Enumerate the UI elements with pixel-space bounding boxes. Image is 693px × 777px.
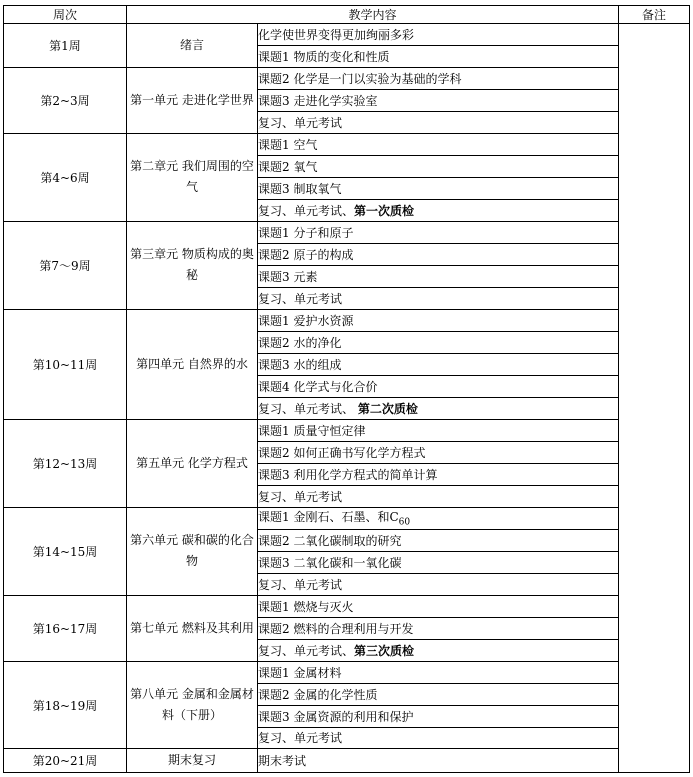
lesson-text: 期末考试 — [258, 754, 307, 769]
lesson-cell — [258, 727, 619, 749]
lesson-text: 课题3 元素 — [258, 269, 318, 284]
lesson-text: 课题1 物质的变化和性质 — [258, 49, 390, 64]
lesson-text: 课题1 分子和原子 — [258, 225, 354, 240]
lesson-cell — [258, 199, 619, 221]
lesson-subscript: 60 — [398, 517, 411, 528]
lesson-text: 课题1 金刚石、石墨、和C — [258, 510, 399, 525]
lesson-text: 复习、单元考试 — [258, 577, 343, 592]
unit-cell: 第三章元 物质构成的奥秘 — [127, 221, 258, 309]
lesson-cell — [258, 155, 619, 177]
lesson-cell — [258, 551, 619, 573]
header-content: 教学内容 — [127, 6, 619, 24]
lesson-cell — [258, 639, 619, 661]
unit-cell: 绪言 — [127, 24, 258, 68]
lesson-cell — [258, 683, 619, 705]
lesson-cell — [258, 705, 619, 727]
lesson-cell — [258, 309, 619, 331]
lesson-text: 课题4 化学式与化合价 — [258, 379, 378, 394]
unit-cell: 第八单元 金属和金属材料（下册） — [127, 661, 258, 749]
week-cell: 第7～9周 — [4, 221, 127, 309]
table-row — [4, 24, 690, 46]
table-row — [4, 419, 690, 441]
table-row — [4, 507, 690, 529]
lesson-cell — [258, 441, 619, 463]
lesson-text: 课题1 空气 — [258, 137, 318, 152]
lesson-text: 课题3 制取氧气 — [258, 181, 342, 196]
lesson-cell — [258, 749, 619, 773]
week-cell: 第1周 — [4, 24, 127, 68]
lesson-cell — [258, 133, 619, 155]
lesson-text: 课题1 质量守恒定律 — [258, 423, 366, 438]
lesson-text: 课题2 原子的构成 — [258, 247, 354, 262]
week-cell: 第12~13周 — [4, 419, 127, 507]
week-cell: 第20~21周 — [4, 749, 127, 773]
lesson-text: 课题2 氧气 — [258, 159, 318, 174]
week-cell: 第14~15周 — [4, 507, 127, 595]
lesson-cell — [258, 573, 619, 595]
unit-cell: 第六单元 碳和碳的化合物 — [127, 507, 258, 595]
teaching-schedule-table — [3, 5, 690, 773]
lesson-text: 复习、单元考试 — [258, 731, 343, 746]
header-note: 备注 — [619, 6, 690, 24]
lesson-cell — [258, 485, 619, 507]
table-row — [4, 309, 690, 331]
lesson-cell — [258, 243, 619, 265]
lesson-cell — [258, 221, 619, 243]
lesson-text: 课题2 水的净化 — [258, 335, 342, 350]
exam-highlight: 第二次质检 — [357, 401, 418, 416]
exam-highlight: 第三次质检 — [354, 643, 415, 658]
table-row — [4, 133, 690, 155]
lesson-text: 课题3 二氧化碳和一氧化碳 — [258, 555, 402, 570]
lesson-text: 课题3 水的组成 — [258, 357, 342, 372]
table-row — [4, 67, 690, 89]
lesson-text: 化学使世界变得更加绚丽多彩 — [258, 27, 415, 42]
note-cell — [619, 24, 690, 773]
unit-cell: 第四单元 自然界的水 — [127, 309, 258, 419]
lesson-cell — [258, 463, 619, 485]
lesson-cell — [258, 67, 619, 89]
table-row — [4, 595, 690, 617]
schedule-body — [4, 24, 690, 773]
lesson-cell — [258, 397, 619, 419]
lesson-cell — [258, 595, 619, 617]
lesson-text: 复习、单元考试 — [258, 489, 343, 504]
lesson-text: 复习、单元考试 — [258, 115, 343, 130]
lesson-cell — [258, 507, 619, 529]
lesson-cell — [258, 111, 619, 133]
week-cell: 第2~3周 — [4, 67, 127, 133]
week-cell: 第4~6周 — [4, 133, 127, 221]
unit-cell: 第一单元 走进化学世界 — [127, 67, 258, 133]
lesson-text: 课题2 二氧化碳制取的研究 — [258, 533, 402, 548]
lesson-cell — [258, 331, 619, 353]
lesson-cell — [258, 529, 619, 551]
unit-cell: 期末复习 — [127, 749, 258, 773]
lesson-text: 课题3 金属资源的利用和保护 — [258, 709, 414, 724]
lesson-text: 复习、单元考试、 — [258, 643, 355, 658]
unit-cell: 第七单元 燃料及其利用 — [127, 595, 258, 661]
exam-highlight: 第一次质检 — [354, 203, 415, 218]
lesson-cell — [258, 375, 619, 397]
lesson-text: 课题2 金属的化学性质 — [258, 687, 378, 702]
unit-cell: 第二章元 我们周围的空气 — [127, 133, 258, 221]
lesson-text: 复习、单元考试、 — [258, 401, 358, 416]
lesson-text: 课题1 金属材料 — [258, 665, 342, 680]
lesson-cell — [258, 89, 619, 111]
week-cell: 第10~11周 — [4, 309, 127, 419]
lesson-cell — [258, 177, 619, 199]
header-week: 周次 — [4, 6, 127, 24]
lesson-text: 课题1 燃烧与灭火 — [258, 599, 354, 614]
lesson-cell — [258, 287, 619, 309]
table-row — [4, 661, 690, 683]
lesson-cell — [258, 617, 619, 639]
table-row — [4, 221, 690, 243]
table-row — [4, 749, 690, 773]
lesson-cell — [258, 661, 619, 683]
lesson-cell — [258, 419, 619, 441]
lesson-cell — [258, 353, 619, 375]
lesson-text: 课题2 如何正确书写化学方程式 — [258, 445, 426, 460]
lesson-text: 课题3 走进化学实验室 — [258, 93, 378, 108]
week-cell: 第18~19周 — [4, 661, 127, 749]
lesson-text: 复习、单元考试、 — [258, 203, 355, 218]
lesson-text: 复习、单元考试 — [258, 291, 343, 306]
lesson-text: 课题2 化学是一门以实验为基础的学科 — [258, 71, 462, 86]
week-cell: 第16~17周 — [4, 595, 127, 661]
unit-cell: 第五单元 化学方程式 — [127, 419, 258, 507]
lesson-cell — [258, 265, 619, 287]
header-row — [4, 6, 690, 24]
lesson-text: 课题1 爱护水资源 — [258, 313, 354, 328]
lesson-text: 课题2 燃料的合理利用与开发 — [258, 621, 414, 636]
lesson-cell — [258, 24, 619, 46]
lesson-text: 课题3 利用化学方程式的简单计算 — [258, 467, 438, 482]
lesson-cell — [258, 45, 619, 67]
